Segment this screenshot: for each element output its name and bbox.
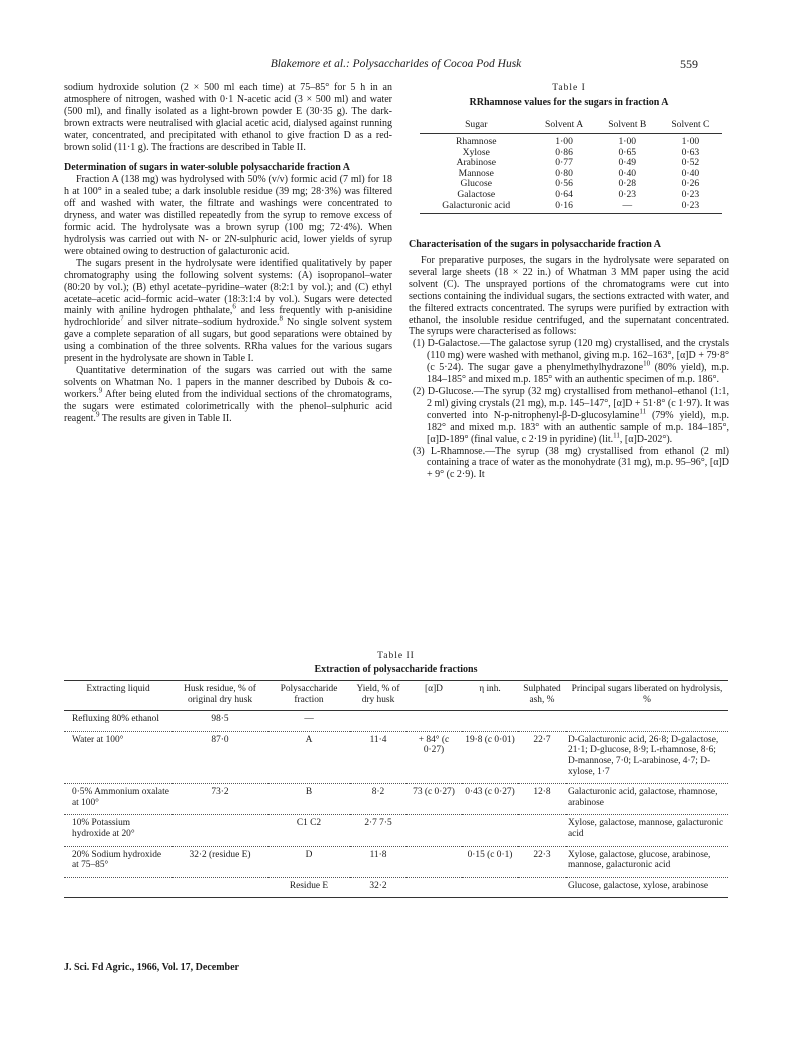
table-row: Xylose 0·86 0·65 0·63 <box>462 146 700 158</box>
list-item: (2) D-Glucose.—The syrup (32 mg) crystallised from methanol–ethanol (1:1, 2 ml) giving crystals (21 mg), m.p. 145–147°, [α]D + 51·8° (c 1·97). It was converted into N-p-nitrophenyl-β-D-glucosylamine$^{11}$ (79% yield), m.p. 182° and mixed m.p. 183° with an authentic sample of m.p. 184–185°, [α]D-189° (final value, c 2·19 in pyridine) (lit.$^{11}$, [α]D-202°). <box>413 385 729 445</box>
table-row: Rhamnose 1·00 1·00 1·00 <box>456 136 700 147</box>
reference: 6 <box>232 303 236 312</box>
column-header: Solvent B <box>596 117 659 134</box>
table-header-row <box>420 117 722 134</box>
reference: 10 <box>643 359 651 368</box>
column-header: η inh. <box>462 681 518 711</box>
column-header: Solvent C <box>659 117 722 134</box>
column-header: [α]D <box>406 681 462 711</box>
table-1-title: Table I <box>552 83 586 93</box>
table-row: Galacturonic acid 0·16 — 0·23 <box>420 201 722 214</box>
column-header: Sulphated ash, % <box>518 681 566 711</box>
table-2-caption: Extraction of polysaccharide fractions <box>314 664 478 675</box>
column-header: Yield, % of dry husk <box>350 681 406 711</box>
table-header-row <box>64 681 728 711</box>
running-header: Blakemore et al.: Polysaccharides of Cocoa Pod Husk <box>270 58 522 70</box>
table-row: Residue E 32·2 Glucose, galactose, xylose, arabinose <box>64 877 728 898</box>
reference: 8 <box>279 314 283 323</box>
column-header: Sugar <box>420 117 533 134</box>
paragraph: Fraction A (138 mg) was hydrolysed with 50% (v/v) formic acid (7 ml) for 18 h at 100° in a sealed tube; a dark insoluble residue (39 mg; 28·3%) was filtered off and washed with water, the filtrate and washings were concentrated to dryness, and water was distilled repeatedly from the syrup to remove excess of formic acid. The hydrolysate was a brown syrup (100 mg; 72·4%). When hydrolysis was carried out with N- or 2N-sulphuric acid, lower yields of syrup were obtained owing to destruction of galacturonic acid. <box>64 174 392 257</box>
paragraph: For preparative purposes, the sugars in the hydrolysate were separated on several large sheets (18 × 22 in.) of Whatman 3 MM paper using the acid solvent (C). The unsprayed portions of the chromatograms were cut into sections containing the individual sugars, the sections extracted with water, and the filtered extracts concentrated. The syrups were purified by extraction with ethanol, the insoluble residue centrifuged, and the supernatant concentrated. The syrups were characterised as follows: <box>409 255 729 338</box>
table-row: 0·5% Ammonium oxalate at 100° 73·2 B 8·2 73 (c 0·27) 0·43 (c 0·27) 12·8 Galacturonic acid, galactose, rhamnose, arabinose <box>64 784 728 815</box>
left-column <box>64 82 392 424</box>
section-heading: Characterisation of the sugars in polysaccharide fraction A <box>409 239 661 250</box>
column-header: Extracting liquid <box>64 681 172 711</box>
table-1-caption: RRhamnose values for the sugars in fraction A <box>469 97 669 108</box>
paragraph: The sugars present in the hydrolysate were identified qualitatively by paper chromatography using the following solvent systems: (A) isopropanol–water (80:20 by vol.); (B) ethyl acetate–pyridine–water (8:2:1 by vol.); and (C) ethyl acetate–acetic acid–formic acid–water (18:3:1:4 by vol.). Sugars were detected mainly with aniline hydrogen phthalate,$^6$ and less frequently with p-anisidine hydrochloride$^7$ and silver nitrate–sodium hydroxide.$^8$ No single solvent system gave a complete separation of all sugars, but good separations were obtained by using a combination of the three solvents. RRha values for the various sugars present in the hydrolysate are shown in Table I. <box>64 257 393 365</box>
reference: 7 <box>120 314 124 323</box>
list-item: (3) L-Rhamnose.—The syrup (38 mg) crystallised from ethanol (2 ml) containing a trace of water as the monohydrate (31 mg), m.p. 95–96°, [α]D + 9° (c 2·9). It <box>413 445 729 481</box>
reference: 11 <box>613 431 620 440</box>
section-heading: Determination of sugars in water-soluble polysaccharide fraction A <box>64 162 350 174</box>
journal-footer: J. Sci. Fd Agric., 1966, Vol. 17, December <box>64 962 239 973</box>
list-item: (1) D-Galactose.—The galactose syrup (120 mg) crystallised, and the crystals (110 mg) were washed with methanol, giving m.p. 162–163°, [α]D + 79·8° (c 5·24). The sugar gave a phenylmethylhydrazone$^{10}$ (80% yield), m.p. 184–185° and mixed m.p. 185° with an authentic specimen of m.p. 186°. <box>413 338 729 386</box>
table-row: Mannose 0·80 0·40 0·40 <box>458 167 700 179</box>
table-row: Galactose 0·64 0·23 0·23 <box>457 188 700 200</box>
table-1 <box>420 117 722 214</box>
column-header: Principal sugars liberated on hydrolysis, % <box>566 681 728 711</box>
table-row: Arabinose 0·77 0·49 0·52 <box>456 157 700 169</box>
paragraph: sodium hydroxide solution (2 × 500 ml each time) at 75–85° for 5 h in an atmosphere of nitrogen, washed with 0·1 N-acetic acid (3 × 500 ml) and water (500 ml), and finally isolated as a light-brown powder E (30·35 g). The dark-brown extracts were neutralised with glacial acetic acid, dialysed against running water, concentrated, and precipitated with ethanol to give fraction D as a red-brown solid (11·1 g). The fractions are described in Table II. <box>64 82 392 153</box>
table-row: Refluxing 80% ethanol 98·5 — <box>64 711 728 732</box>
table-2-title: Table II <box>377 651 415 661</box>
right-column <box>409 239 729 481</box>
reference: 9 <box>95 410 100 419</box>
table-2 <box>64 680 728 898</box>
column-header: Solvent A <box>533 117 596 134</box>
table-row: Glucose 0·56 0·28 0·26 <box>460 178 700 190</box>
table-row: 10% Potassium hydroxide at 20° C1 C2 2·7 7·5 Xylose, galactose, mannose, galacturonic acid <box>64 815 728 846</box>
reference: 9 <box>98 386 103 395</box>
column-header: Husk residue, % of original dry husk <box>172 681 268 711</box>
table-row: 20% Sodium hydroxide at 75–85° 32·2 (residue E) D 11·8 0·15 (c 0·1) 22·3 Xylose, galactose, glucose, arabinose, mannose, galacturonic acid <box>64 846 728 877</box>
paragraph: Quantitative determination of the sugars was carried out with the same solvents on Whatman No. 1 papers in the manner described by Dubois & co-workers.$^9$ After being eluted from the individual sections of the chromatograms, the sugars were estimated colorimetrically with the phenol–sulphuric acid reagent.$^9$ The results are given in Table II. <box>64 364 392 424</box>
reference: 11 <box>639 407 647 416</box>
page-number: 559 <box>680 57 698 71</box>
table-row: Water at 100° 87·0 A 11·4 + 84° (c 0·27) 19·8 (c 0·01) 22·7 D-Galacturonic acid, 26·8; D-galactose, 21·1; D-glucose, 8·9; L-rhamnose, 8·6; D-mannose, 7·0; L-arabinose, 4·7; D-xylose, 1·7 <box>64 731 728 783</box>
column-header: Polysaccharide fraction <box>268 681 350 711</box>
